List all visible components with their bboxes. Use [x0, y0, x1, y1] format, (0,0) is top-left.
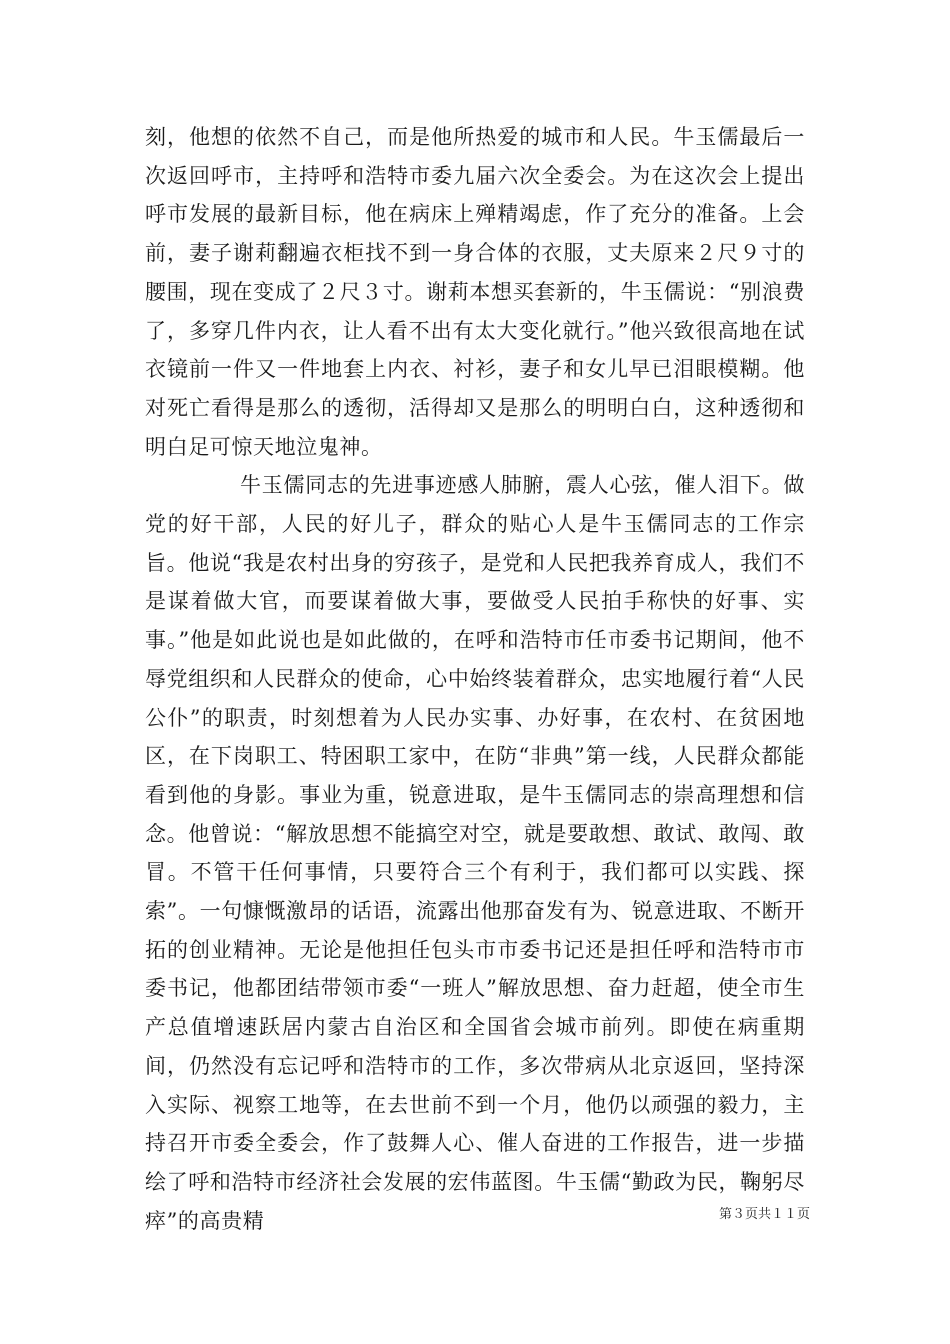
paragraph-1: 刻，他想的依然不自己，而是他所热爱的城市和人民。牛玉儒最后一次返回呼市，主持呼和浩特市委九届六次全委会。为在这次会上提出呼市发展的最新目标，他在病床上殚精竭虑，作了充分的准备。上会前，妻子谢莉翻遍衣柜找不到一身合体的衣服，丈夫原来２尺９寸的腰围，现在变成了２尺３寸。谢莉本想买套新的，牛玉儒说：“别浪费了，多穿几件内衣，让人看不出有太大变化就行。”他兴致很高地在试衣镜前一件又一件地套上内衣、衬衫，妻子和女儿早已泪眼模糊。他对死亡看得是那么的透彻，活得却又是那么的明明白白，这种透彻和明白足可惊天地泣鬼神。: [145, 125, 805, 459]
page-number-text: 第３页共１１页: [718, 1207, 810, 1222]
document-body: [145, 118, 805, 1240]
paragraph-2: 牛玉儒同志的先进事迹感人肺腑，震人心弦，催人泪下。做党的好干部，人民的好儿子，群众的贴心人是牛玉儒同志的工作宗旨。他说“我是农村出身的穷孩子，是党和人民把我养育成人，我们不是谋着做大官，而要谋着做大事，要做受人民拍手称快的好事、实事。”他是如此说也是如此做的，在呼和浩特市任市委书记期间，他不辱党组织和人民群众的使命，心中始终装着群众，忠实地履行着“人民公仆”的职责，时刻想着为人民办实事、办好事，在农村、在贫困地区，在下岗职工、特困职工家中，在防“非典”第一线，人民群众都能看到他的身影。事业为重，锐意进取，是牛玉儒同志的崇高理想和信念。他曾说：“解放思想不能搞空对空，就是要敢想、敢试、敢闯、敢冒。不管干任何事情，只要符合三个有利于，我们都可以实践、探索”。一句慷慨激昂的话语，流露出他那奋发有为、锐意进取、不断开拓的创业精神。无论是他担任包头市市委书记还是担任呼和浩特市市委书记，他都团结带领市委“一班人”解放思想、奋力赶超，使全市生产总值增速跃居内蒙古自治区和全国省会城市前列。即使在病重期间，仍然没有忘记呼和浩特市的工作，多次带病从北京返回，坚持深入实际、视察工地等，在去世前不到一个月，他仍以顽强的毅力，主持召开市委全委会，作了鼓舞人心、催人奋进的工作报告，进一步描绘了呼和浩特市经济社会发展的宏伟蓝图。牛玉儒“勤政为民，鞠躬尽瘁”的高贵精: [145, 473, 805, 1233]
page-number-footer: [700, 1203, 810, 1222]
